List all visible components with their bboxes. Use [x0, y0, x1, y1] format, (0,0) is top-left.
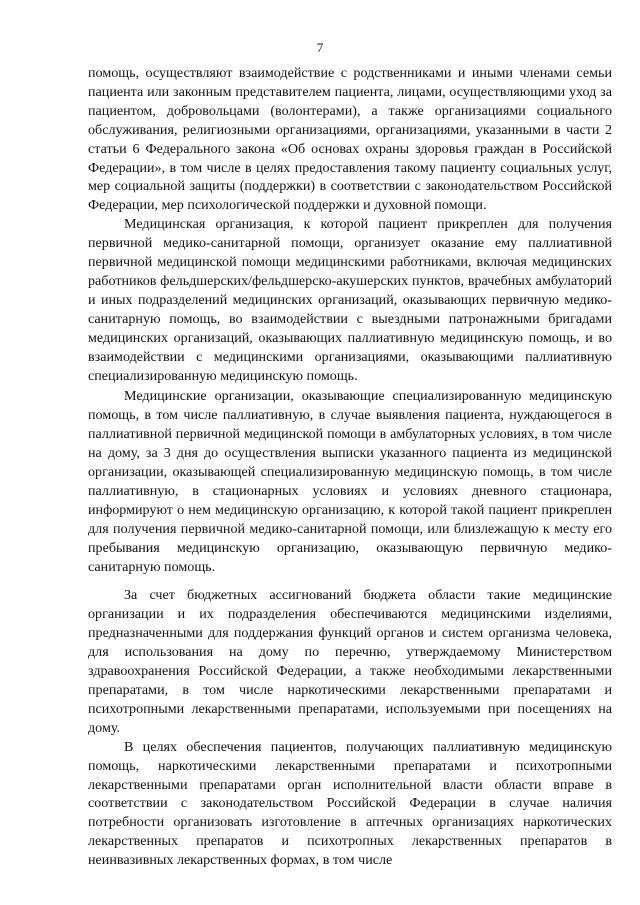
document-body: [88, 64, 612, 870]
paragraph-continuation: помощь, осуществляют взаимодействие с родственниками и иными членами семьи пациента или законным представителем пациента, лицами, осуществляющими уход за пациентом, добровольцами (волонтерами), а также организациями социального обслуживания, религиозными организациями, организациями, указанными в части 2 статьи 6 Федерального закона «Об основах охраны здоровья граждан в Российской Федерации», в том числе в целях предоставления такому пациенту социальных услуг, мер социальной защиты (поддержки) в соответствии с законодательством Российской Федерации, мер психологической поддержки и духовной помощи.: [88, 65, 612, 214]
paragraph-budget-funding: За счет бюджетных ассигнований бюджета области такие медицинские организации и их подразделения обеспечиваются медицинскими изделиями, предназначенными для поддержания функций органов и систем организма человека, для использования на дому по перечню, утверждаемому Министерством здравоохранения Российской Федерации, а также необходимыми лекарственными препаратами, в том числе наркотическими лекарственными препаратами и психотропными лекарственными препаратами, используемыми при посещениях на дому.: [88, 587, 612, 736]
paragraph-primary-care-organization: Медицинская организация, к которой пациент прикреплен для получения первичной медико-санитарной помощи, организует оказание ему паллиативной первичной медицинской помощи медицинскими работниками, включая медицинских работников фельдшерских/фельдшерско-акушерских пунктов, врачебных амбулаторий и иных подразделений медицинских организаций, оказывающих первичную медико-санитарную помощь, во взаимодействии с выездными патронажными бригадами медицинских организаций, оказывающих паллиативную медицинскую помощь, и во взаимодействии с медицинскими организациями, оказывающими паллиативную специализированную медицинскую помощь.: [88, 216, 612, 384]
paragraph-specialized-organizations: Медицинские организации, оказывающие специализированную медицинскую помощь, в том числе паллиативную, в случае выявления пациента, нуждающегося в паллиативной первичной медицинской помощи в амбулаторных условиях, в том числе на дому, за 3 дня до осуществления выписки указанного пациента из медицинской организации, оказывающей специализированную медицинскую помощь, в том числе паллиативную, в стационарных условиях и условиях дневного стационара, информируют о нем медицинскую организацию, к которой такой пациент прикреплен для получения первичной медико-санитарной помощи, или близлежащую к месту его пребывания медицинскую организацию, оказывающую первичную медико-санитарную помощь.: [88, 388, 612, 575]
page-number: 7: [316, 40, 324, 55]
paragraph-narcotic-drugs: В целях обеспечения пациентов, получающих паллиативную медицинскую помощь, наркотическими лекарственными препаратами и психотропными лекарственными препаратами орган исполнительной власти области вправе в соответствии с законодательством Российской Федерации в случае наличия потребности организовать изготовление в аптечных организациях наркотических лекарственных препаратов и психотропных лекарственных препаратов в неинвазивных лекарственных формах, в том числе: [88, 738, 612, 869]
